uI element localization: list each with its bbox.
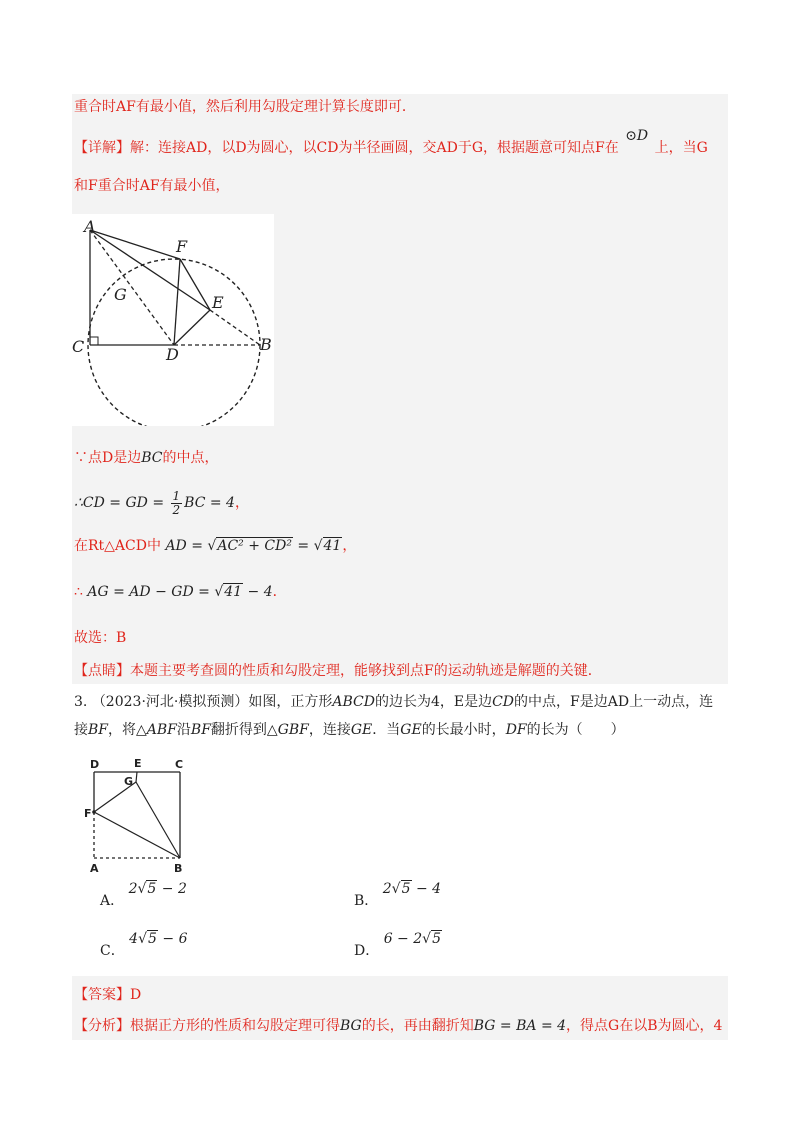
therefore-line-1: ∴CD = GD = $\frac{1}{2}$ BC = 4， — [74, 488, 249, 517]
label-E: E — [134, 757, 142, 770]
question-3-line-1: 3. （2023·河北·模拟预测）如图，正方形ABCD的边长为4，E是边CD的中点，F是边AD上一动点，连 — [74, 694, 714, 710]
comment-tag: 【点睛】 — [74, 663, 130, 679]
label-G: G — [114, 285, 127, 304]
analysis-line: 【分析】根据正方形的性质和勾股定理可得BG的长，再由翻折知BG = BA = 4，得点G在以B为圆心，4 — [74, 1018, 723, 1034]
label-F: F — [84, 807, 92, 820]
right-angle-c — [90, 337, 98, 345]
label-A: A — [90, 862, 99, 875]
segment-ad — [90, 230, 174, 345]
answer-line: 【答案】D — [74, 987, 142, 1003]
point-f — [92, 810, 96, 814]
figure-circle-triangle — [72, 214, 274, 426]
comment-line: 【点睛】本题主要考查圆的性质和勾股定理，能够找到点F的运动轨迹是解题的关键． — [74, 663, 602, 679]
answer-tag: 【答案】 — [74, 987, 130, 1003]
segment-fe — [180, 259, 210, 310]
analysis-tag: 【分析】 — [74, 1018, 130, 1034]
segment-eb — [210, 310, 260, 345]
label-G: G — [124, 775, 134, 788]
label-B: B — [174, 862, 183, 875]
question-3-line-2: 接BF，将△ABF沿BF翻折得到△GBF，连接GE．当GE的长最小时，DF的长为（ ） — [74, 722, 625, 738]
detail-line: 【详解】解：连接AD，以D为圆心，以CD为半径画圆，交AD于G，根据题意可知点F在 ⊙D 上，当G — [74, 128, 708, 156]
label-E: E — [212, 293, 224, 312]
segment-ae — [90, 230, 210, 310]
label-B: B — [260, 335, 272, 354]
segment-ge — [136, 772, 137, 782]
figure-2-svg — [84, 756, 196, 876]
because-line: ∵点D是边BC的中点， — [74, 450, 219, 466]
detail-line-2: 和F重合时AF有最小值， — [74, 178, 230, 194]
label-D: D — [166, 345, 179, 364]
option-d[interactable]: D． 6 − 2√5 — [354, 931, 441, 959]
option-a[interactable]: A． 2√5 − 2 — [100, 881, 187, 909]
label-D: D — [90, 758, 100, 771]
circle-d: ⊙D — [625, 128, 649, 144]
label-C: C — [175, 758, 184, 771]
choose-line: 故选：B — [74, 630, 127, 646]
figure-1-svg — [72, 214, 274, 426]
pythagoras-line: 在Rt△ACD中 AD = √AC² + CD² = √41， — [74, 538, 357, 554]
segment-fd — [174, 259, 180, 345]
therefore-line-2: ∴ AG = AD − GD = √41 − 4． — [74, 584, 287, 600]
solution-line-1: 重合时AF有最小值，然后利用勾股定理计算长度即可． — [74, 99, 416, 115]
detail-tag: 【详解】 — [74, 140, 130, 156]
label-C: C — [72, 337, 85, 356]
label-A: A — [84, 217, 96, 236]
segment-de — [174, 310, 210, 345]
label-F: F — [176, 237, 188, 256]
option-b[interactable]: B． 2√5 − 4 — [354, 881, 442, 909]
segment-af — [90, 230, 180, 259]
figure-square-fold — [84, 756, 196, 876]
option-c[interactable]: C． 4√5 − 6 — [100, 931, 188, 959]
